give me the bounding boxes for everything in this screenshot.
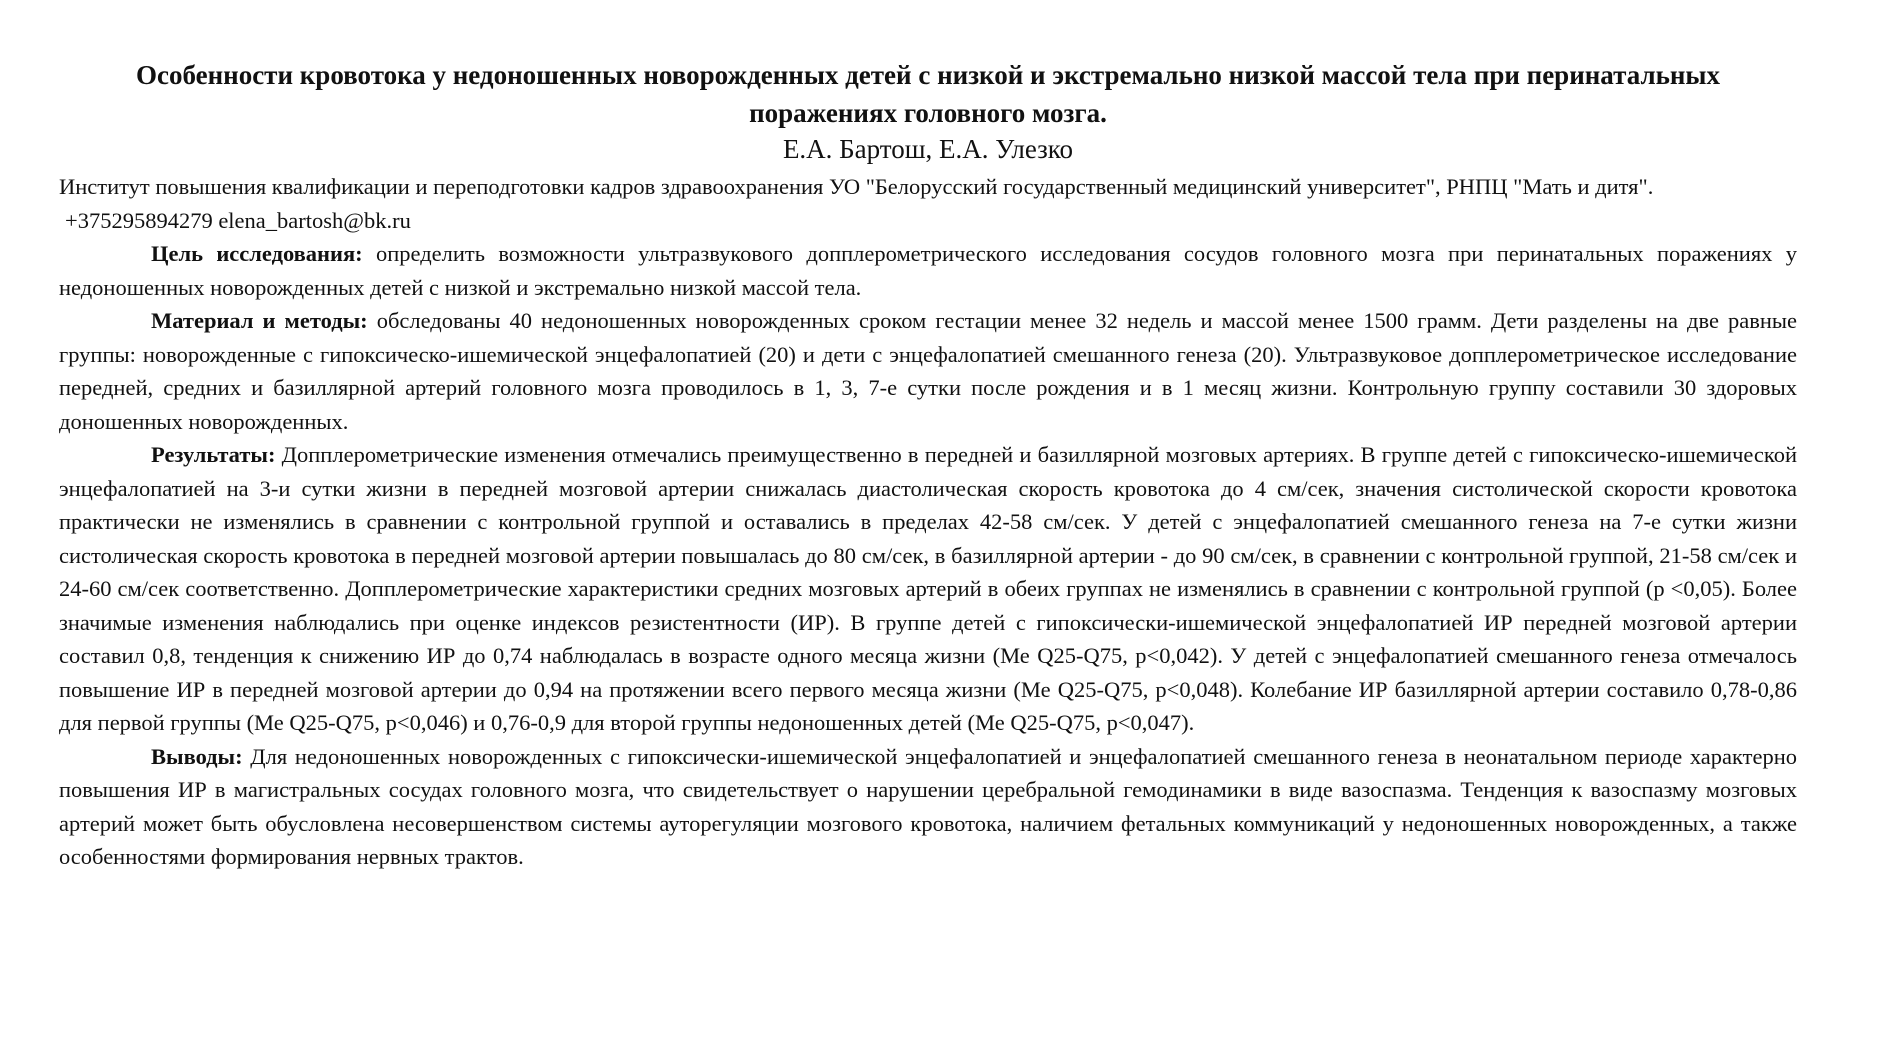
- section-text: Для недоношенных новорожденных с гипоксически-ишемической энцефалопатией и энцефалопатией смешанного генеза в неонатальном периоде характерно повышения ИР в магистральных сосудах головного мозга, что свидетельствует о нарушении церебральной гемодинамики в виде вазоспазма. Тенденция к вазоспазму мозговых артерий может быть обусловлена несовершенством системы ауторегуляции мозгового кровотока, наличием фетальных коммуникаций у недоношенных новорожденных, а также особенностями формирования нервных трактов.: [59, 743, 1797, 869]
- contacts: [59, 204, 1797, 238]
- section-label: Результаты:: [151, 442, 276, 467]
- contact-details: +375295894279 elena_bartosh@bk.ru: [65, 207, 411, 233]
- section-text: Допплерометрические изменения отмечались преимущественно в передней и базиллярной мозговых артериях. В группе детей с гипоксическо-ишемической энцефалопатией на 3-и сутки жизни в передней мозговой артерии снижалась диастолическая скорость кровотока до 4 см/сек, значения систолической скорости кровотока практически не изменялись в сравнении с контрольной группой и оставались в пределах 42-58 см/сек. У детей с энцефалопатией смешанного генеза на 7-е сутки жизни систолическая скорость кровотока в передней мозговой артерии повышалась до 80 см/сек, в базиллярной артерии - до 90 см/сек, в сравнении с контрольной группой, 21-58 см/сек и 24-60 см/сек соответственно. Допплерометрические характеристики средних мозговых артерий в обеих группах не изменялись в сравнении с контрольной группой (p <0,05). Более значимые изменения наблюдались при оценке индексов резистентности (ИР). В группе детей с гипоксически-ишемической энцефалопатией ИР передней мозговой артерии составил 0,8, тенденция к снижению ИР до 0,74 наблюдалась в возрасте одного месяца жизни (Ме Q25-Q75, p<0,042). У детей с энцефалопатией смешанного генеза отмечалось повышение ИР в передней мозговой артерии до 0,94 на протяжении всего первого месяца жизни (Ме Q25-Q75, p<0,048). Колебание ИР базиллярной артерии составило 0,78-0,86 для первой группы (Ме Q25-Q75, p<0,046) и 0,76-0,9 для второй группы недоношенных детей (Ме Q25-Q75, p<0,047).: [59, 442, 1798, 735]
- document-page: [59, 56, 1797, 874]
- section-methods: [59, 304, 1797, 438]
- authors: Е.А. Бартош, Е.А. Улезко: [782, 134, 1074, 164]
- section-text: обследованы 40 недоношенных новорожденных сроком гестации менее 32 недель и массой менее 1500 грамм. Дети разделены на две равные группы: новорожденные с гипоксическо-ишемической энцефалопатией (20) и дети с энцефалопатией смешанного генеза (20). Ультразвуковое допплерометрическое исследование передней, средних и базиллярной артерий головного мозга проводилось в 1, 3, 7-е сутки после рождения и в 1 месяц жизни. Контрольную группу составили 30 здоровых доношенных новорожденных.: [59, 308, 1797, 434]
- section-conclusions: [59, 740, 1797, 874]
- section-text: определить возможности ультразвукового допплерометрического исследования сосудов головного мозга при перинатальных поражениях у недоношенных новорожденных детей с низкой и экстремально низкой массой тела.: [59, 241, 1797, 300]
- section-objective: [59, 237, 1797, 304]
- section-label: Выводы:: [151, 743, 243, 769]
- document-title: Особенности кровотока у недоношенных новорожденных детей с низкой и экстремально низкой массой тела при перинатальных поражениях головного мозга.: [135, 60, 1721, 128]
- affiliation: Институт повышения квалификации и переподготовки кадров здравоохранения УО "Белорусский государственный медицинский университет", РНПЦ "Мать и дитя".: [59, 174, 1654, 199]
- section-label: Цель исследования:: [151, 241, 363, 266]
- section-results: [59, 438, 1797, 740]
- section-label: Материал и методы:: [151, 308, 368, 333]
